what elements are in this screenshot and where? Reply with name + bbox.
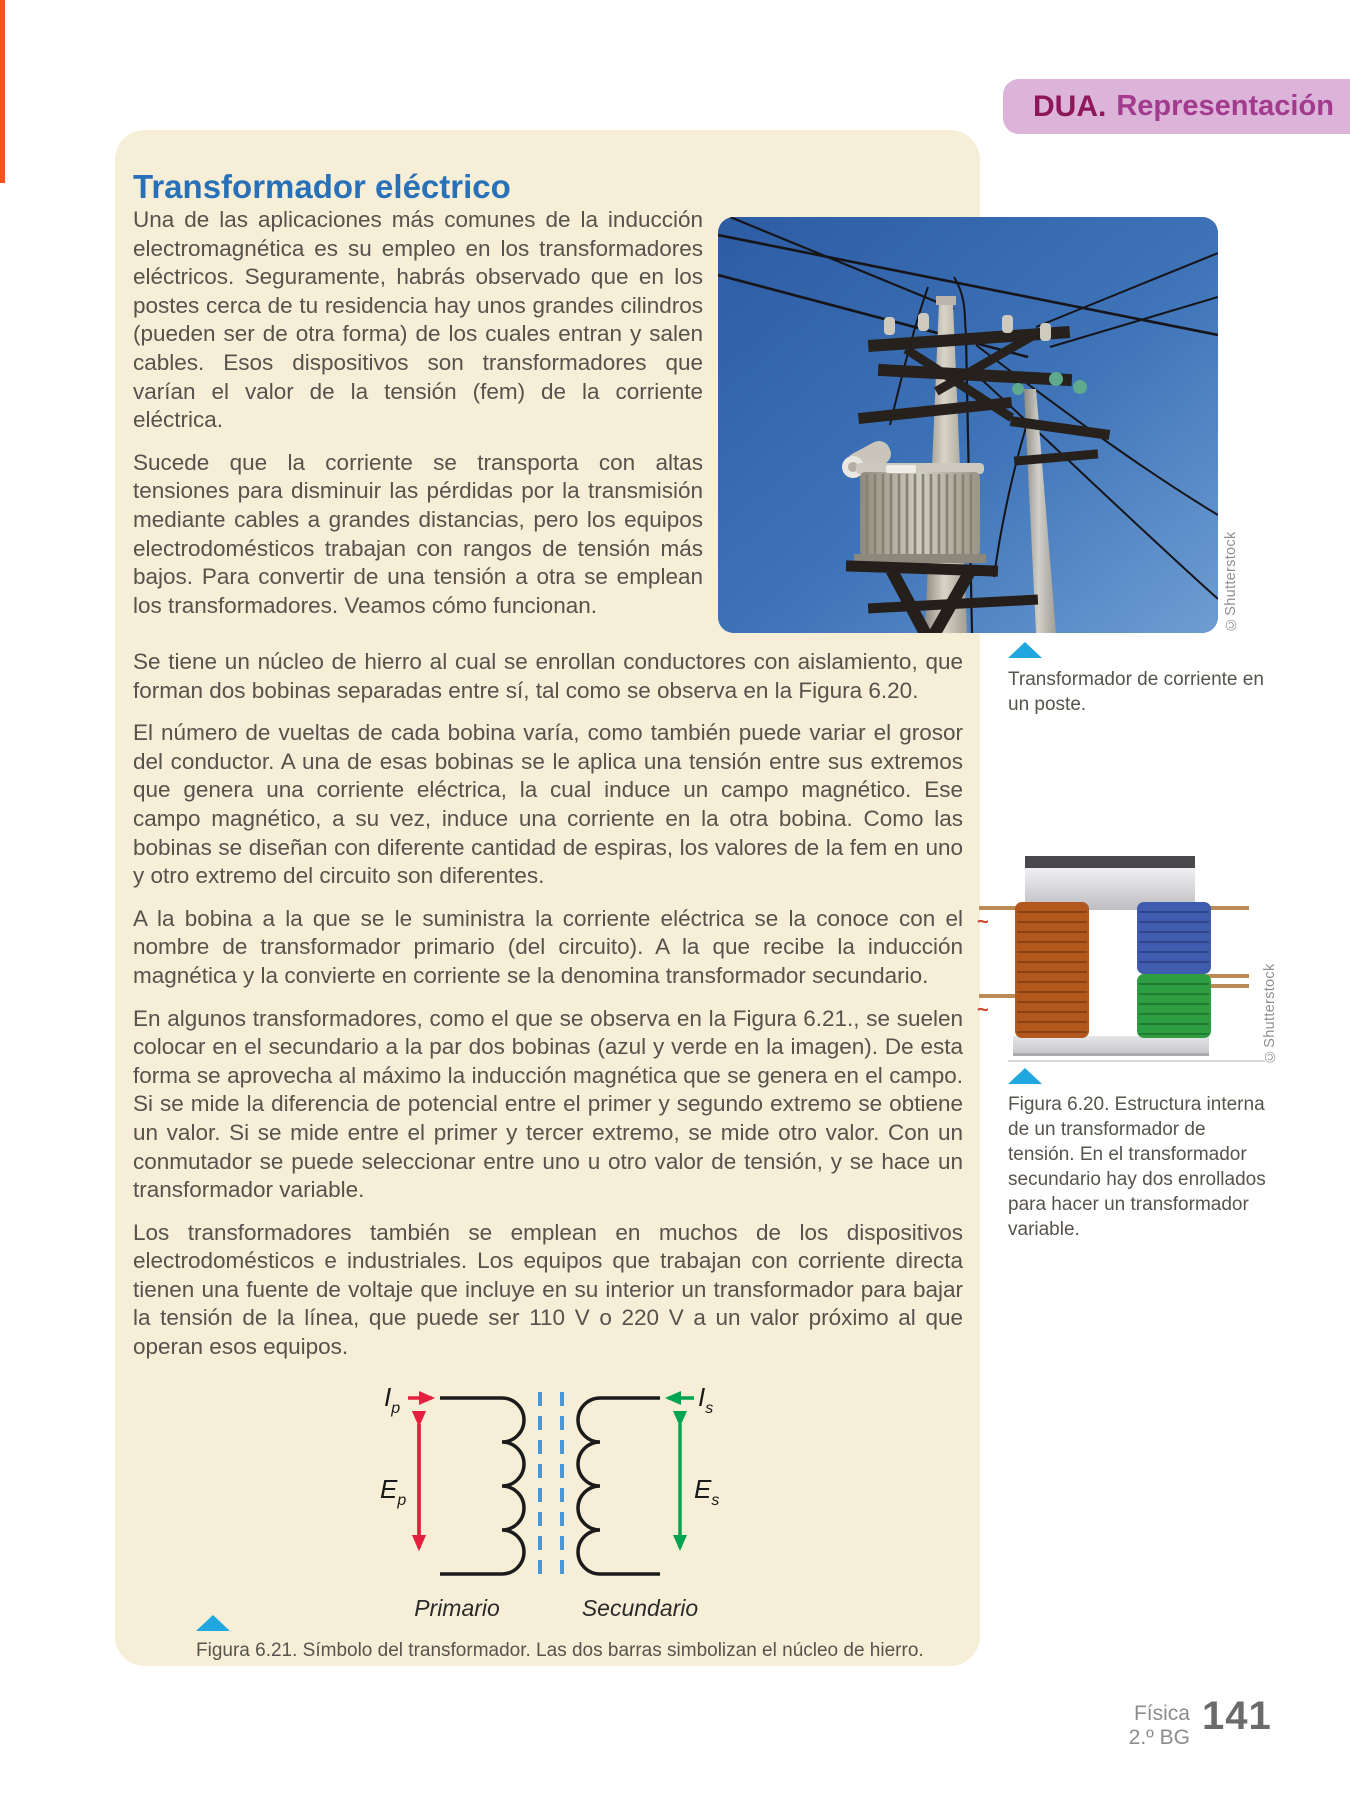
label-emf-primary: $E_p$ [380, 1474, 407, 1509]
label-secondary-winding: Secundario [581, 1595, 699, 1621]
footer-subject: Física [1133, 1702, 1190, 1725]
transformer-symbol-diagram [372, 1372, 722, 1622]
figure-621-caption: Figura 6.21. Símbolo del transformador. Las dos barras simbolizan el núcleo de hierro. [196, 1640, 924, 1661]
dua-badge-label: Representación [1116, 90, 1334, 122]
dua-badge [1003, 79, 1350, 134]
orange-accent-bar [0, 0, 5, 183]
label-current-secondary: $I_s$ [698, 1382, 714, 1417]
figure-620-credit: ©Shutterstock [1262, 963, 1278, 1064]
figure-620-caption: Figura 6.20. Estructura interna de un transformador de tensión. En el transformador secundario hay dos enrollados para hacer un transformador variable. [1008, 1094, 1266, 1240]
label-current-primary: $I_p$ [384, 1382, 401, 1417]
body-paragraph: Los transformadores también se emplean en muchos de los dispositivos electrodomésticos e industriales. Los equipos que trabajan con corriente directa tienen una fuente de voltaje que incluye en su interior un transformador para bajar la tensión de la línea, que puede ser 110 V o 220 V a un valor próximo al que operan esos equipos. [133, 1219, 963, 1360]
body-paragraph: El número de vueltas de cada bobina varía, como también puede variar el grosor del conductor. A una de esas bobinas se le aplica una tensión entre sus extremos que genera una corriente eléctrica, la cual induce un campo magnético. Ese campo magnético, a su vez, induce una corriente en la otra bobina. Como las bobinas se diseñan con diferente cantidad de espiras, los valores de la fem en uno y otro extremo del circuito son diferentes. [133, 720, 963, 889]
figure-620-illustration [975, 848, 1275, 1064]
dua-badge-bold: DUA. [1033, 89, 1107, 123]
figure-621-caption-marker-icon [196, 1615, 230, 1631]
figure-620-caption-marker-icon [1008, 1068, 1042, 1084]
body-paragraph: Una de las aplicaciones más comunes de la inducción electromagnética es su empleo en los transformadores eléctricos. Seguramente, habrás observado que en los postes cerca de tu residencia hay unos grandes cilindros (pueden ser de otra forma) de los cuales entran y salen cables. Esos dispositivos son transformadores que varían el valor de la tensión (fem) de la corriente eléctrica. [133, 207, 703, 433]
body-column-narrow [133, 206, 703, 634]
photo-credit: ©Shutterstock [1223, 531, 1239, 632]
transformer-core-art [975, 848, 1275, 1064]
footer-grade: 2.º BG [1128, 1726, 1190, 1749]
footer-page-number: 141 [1202, 1694, 1272, 1738]
body-paragraph: A la bobina a la que se le suministra la corriente eléctrica se la conoce con el nombre de transformador primario (del circuito). A la que recibe la inducción magnética y la convierte en corriente se la denomina transformador secundario. [133, 905, 963, 988]
pole-transformer-art [718, 217, 1218, 633]
label-emf-secondary: $E_s$ [694, 1474, 720, 1509]
body-column-wide [133, 648, 963, 1376]
svg-text:~: ~ [977, 911, 989, 933]
page-title: Transformador eléctrico [133, 168, 511, 206]
transformer-symbol-art [372, 1372, 722, 1622]
photo-caption: Transformador de corriente en un poste. [1008, 669, 1264, 715]
svg-text:~: ~ [977, 999, 989, 1021]
label-primary-winding: Primario [414, 1595, 500, 1621]
photo-caption-marker-icon [1008, 642, 1042, 658]
body-paragraph: Sucede que la corriente se transporta con altas tensiones para disminuir las pérdidas por la transmisión mediante cables a grandes distancias, pero los equipos electrodomésticos trabajan con rangos de tensión más bajos. Para convertir de una tensión a otra se emplean los transformadores. Veamos cómo funcionan. [133, 449, 703, 618]
transformer-photo [718, 217, 1218, 633]
body-paragraph: Se tiene un núcleo de hierro al cual se enrollan conductores con aislamiento, que forman dos bobinas separadas entre sí, tal como se observa en la Figura 6.20. [133, 649, 963, 703]
body-paragraph: En algunos transformadores, como el que se observa en la Figura 6.21., se suelen colocar en el secundario a la par dos bobinas (azul y verde en la imagen). De esta forma se aprovecha al máximo la inducción magnética que se genera en el campo. Si se mide la diferencia de potencial entre el primer y segundo extremo se obtiene un valor. Si se mide entre el primer y tercer extremo, se mide otro valor. Con un conmutador se puede seleccionar entre uno u otro valor de tensión, y se hace un transformador variable. [133, 1005, 963, 1203]
footer-course [1040, 1702, 1190, 1750]
